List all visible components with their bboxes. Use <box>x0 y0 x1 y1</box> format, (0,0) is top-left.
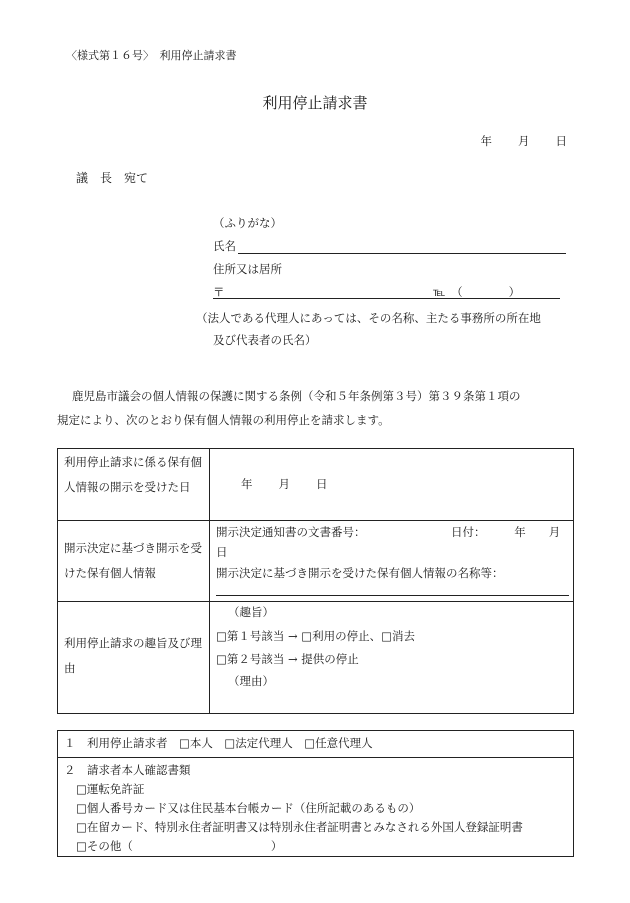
form-label: 〈様式第１６号〉 利用停止請求書 <box>66 49 237 62</box>
furigana-label: （ふりがな） <box>213 216 282 230</box>
reason-header: （理由） <box>228 674 274 688</box>
disclosed-info-name-label: 開示決定に基づき開示を受けた保有個人情報の名称等： <box>216 566 504 580</box>
table-row-divider <box>58 520 573 521</box>
address-label: 住所又は居所 <box>213 262 282 276</box>
id-doc-option-4[interactable]: □その他（ ） <box>76 839 283 853</box>
disclosed-info-label: 開示決定に基づき開示を受けた保有個人情報 <box>64 541 202 580</box>
disclosure-date-value[interactable]: 年 月 日 <box>241 477 329 491</box>
table-row-divider <box>58 601 573 602</box>
requester-info-table <box>57 730 574 857</box>
disclosed-info-name-field[interactable] <box>216 595 569 596</box>
purpose-header: （趣旨） <box>228 605 274 619</box>
doc-number-label: 開示決定通知書の文書番号： <box>216 525 366 539</box>
body-text-line-2: 規定により、次のとおり保有個人情報の利用停止を請求します。 <box>57 413 390 427</box>
id-doc-option-1[interactable]: □運転免許証 <box>76 782 145 796</box>
body-text-line-1: 鹿児島市議会の個人情報の保護に関する条例（令和５年条例第３号）第３９条第１項の <box>72 389 521 403</box>
page-title: 利用停止請求書 <box>262 94 368 112</box>
name-field[interactable] <box>238 253 566 254</box>
address-field[interactable] <box>213 298 560 299</box>
name-label: 氏名 <box>213 239 236 253</box>
tel-label: ℡ （ ） <box>433 285 521 299</box>
table-row-divider <box>58 757 573 758</box>
decision-date-label: 日付： 年 月 <box>451 525 561 539</box>
addressee: 議 長 宛て <box>76 171 149 185</box>
purpose-option-1[interactable]: □第１号該当 → □利用の停止、□消去 <box>216 629 416 643</box>
date-line: 年 月 日 <box>480 134 568 148</box>
id-doc-option-2[interactable]: □個人番号カード又は住民基本台帳カード（住所記載のあるもの） <box>76 801 421 815</box>
postal-mark: 〒 <box>213 285 225 299</box>
id-doc-option-3[interactable]: □在留カード、特別永住者証明書又は特別永住者証明書とみなされる外国人登録証明書 <box>76 820 523 834</box>
purpose-option-2[interactable]: □第２号該当 → 提供の停止 <box>216 652 359 666</box>
request-purpose-label: 利用停止請求の趣旨及び理由 <box>64 636 202 675</box>
decision-date-day: 日 <box>216 545 228 559</box>
id-docs-header: ２ 請求者本人確認書類 <box>64 763 191 777</box>
disclosure-date-label: 利用停止請求に係る保有個人情報の開示を受けた日 <box>64 455 202 494</box>
table-column-divider <box>209 449 210 713</box>
requester-type-line[interactable]: １ 利用停止請求者 □本人 □法定代理人 □任意代理人 <box>64 736 373 750</box>
corporate-note-line-2: 及び代表者の氏名） <box>213 333 317 347</box>
corporate-note-line-1: （法人である代理人にあっては、その名称、主たる事務所の所在地 <box>196 311 541 325</box>
request-table <box>57 448 574 714</box>
